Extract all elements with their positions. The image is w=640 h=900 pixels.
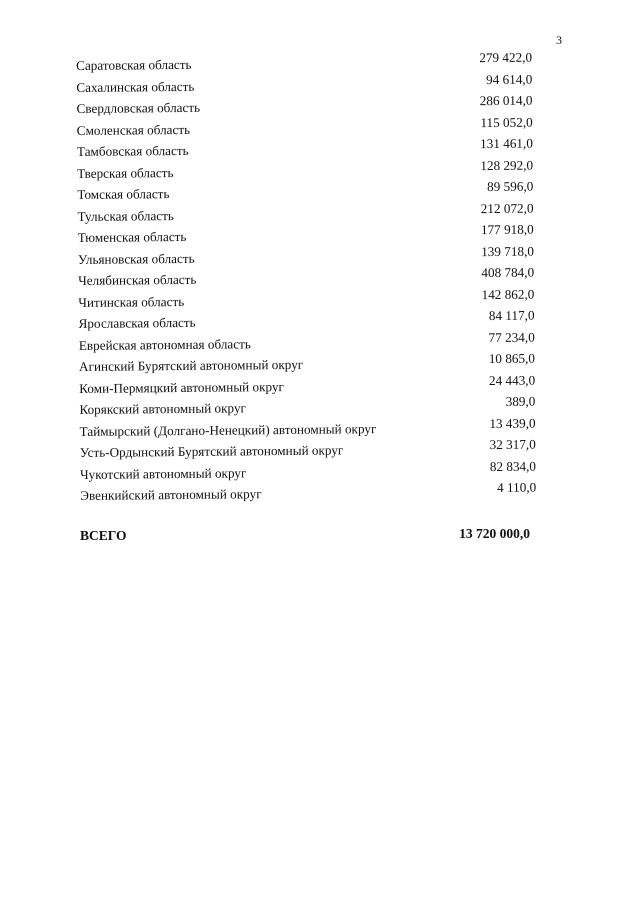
region-value: 279 422,0 bbox=[479, 49, 533, 66]
region-value: 131 461,0 bbox=[480, 135, 533, 152]
allocation-table bbox=[76, 50, 536, 506]
region-name: Ярославская область bbox=[78, 314, 196, 331]
region-name: Саратовская область bbox=[76, 56, 192, 73]
region-value: 389,0 bbox=[505, 393, 536, 409]
region-name: Ульяновская область bbox=[77, 250, 195, 267]
region-value: 94 614,0 bbox=[486, 71, 533, 87]
region-value: 139 718,0 bbox=[481, 243, 534, 259]
region-value: 4 110,0 bbox=[497, 479, 537, 495]
region-name: Смоленская область bbox=[76, 121, 191, 138]
region-value: 82 834,0 bbox=[489, 458, 537, 474]
region-name: Таймырский (Долгано-Ненецкий) автономный округ bbox=[79, 420, 377, 439]
region-value: 212 072,0 bbox=[480, 200, 534, 216]
region-name: Свердловская область bbox=[76, 99, 201, 116]
region-name: Эвенкийский автономный округ bbox=[80, 486, 262, 503]
region-name: Читинская область bbox=[78, 293, 185, 310]
region-name: Тюменская область bbox=[77, 228, 187, 245]
region-value: 142 862,0 bbox=[481, 286, 535, 302]
region-name: Агинский Бурятский автономный округ bbox=[78, 356, 304, 374]
region-value: 408 784,0 bbox=[481, 264, 535, 281]
page-number: 3 bbox=[556, 33, 562, 47]
region-name: Челябинская область bbox=[78, 271, 197, 288]
region-name: Чукотский автономный округ bbox=[79, 464, 247, 482]
region-value: 77 234,0 bbox=[488, 329, 535, 345]
region-name: Корякский автономный округ bbox=[79, 400, 247, 417]
region-value: 286 014,0 bbox=[479, 92, 533, 109]
region-name: Томская область bbox=[77, 186, 170, 202]
region-value: 10 865,0 bbox=[488, 350, 536, 367]
region-value: 13 439,0 bbox=[489, 415, 536, 431]
total-value: 13 720 000,0 bbox=[459, 526, 530, 541]
region-value: 177 918,0 bbox=[480, 221, 534, 238]
region-value: 84 117,0 bbox=[488, 307, 535, 324]
region-value: 24 443,0 bbox=[488, 372, 536, 388]
region-value: 89 596,0 bbox=[487, 178, 534, 195]
region-name: Тверская область bbox=[77, 164, 174, 181]
table-row bbox=[80, 480, 536, 506]
region-name: Тульская область bbox=[77, 207, 174, 224]
total-label: ВСЕГО bbox=[80, 528, 127, 543]
region-value: 115 052,0 bbox=[480, 114, 533, 130]
region-name: Еврейская автономная область bbox=[78, 335, 251, 353]
region-name: Тамбовская область bbox=[76, 142, 189, 159]
region-name: Коми-Пермяцкий автономный округ bbox=[79, 378, 284, 396]
total-row bbox=[80, 526, 530, 548]
region-value: 32 317,0 bbox=[489, 436, 536, 453]
region-name: Сахалинская область bbox=[76, 78, 195, 95]
region-name: Усть-Ордынский Бурятский автономный округ bbox=[79, 442, 344, 460]
region-value: 128 292,0 bbox=[480, 157, 534, 173]
